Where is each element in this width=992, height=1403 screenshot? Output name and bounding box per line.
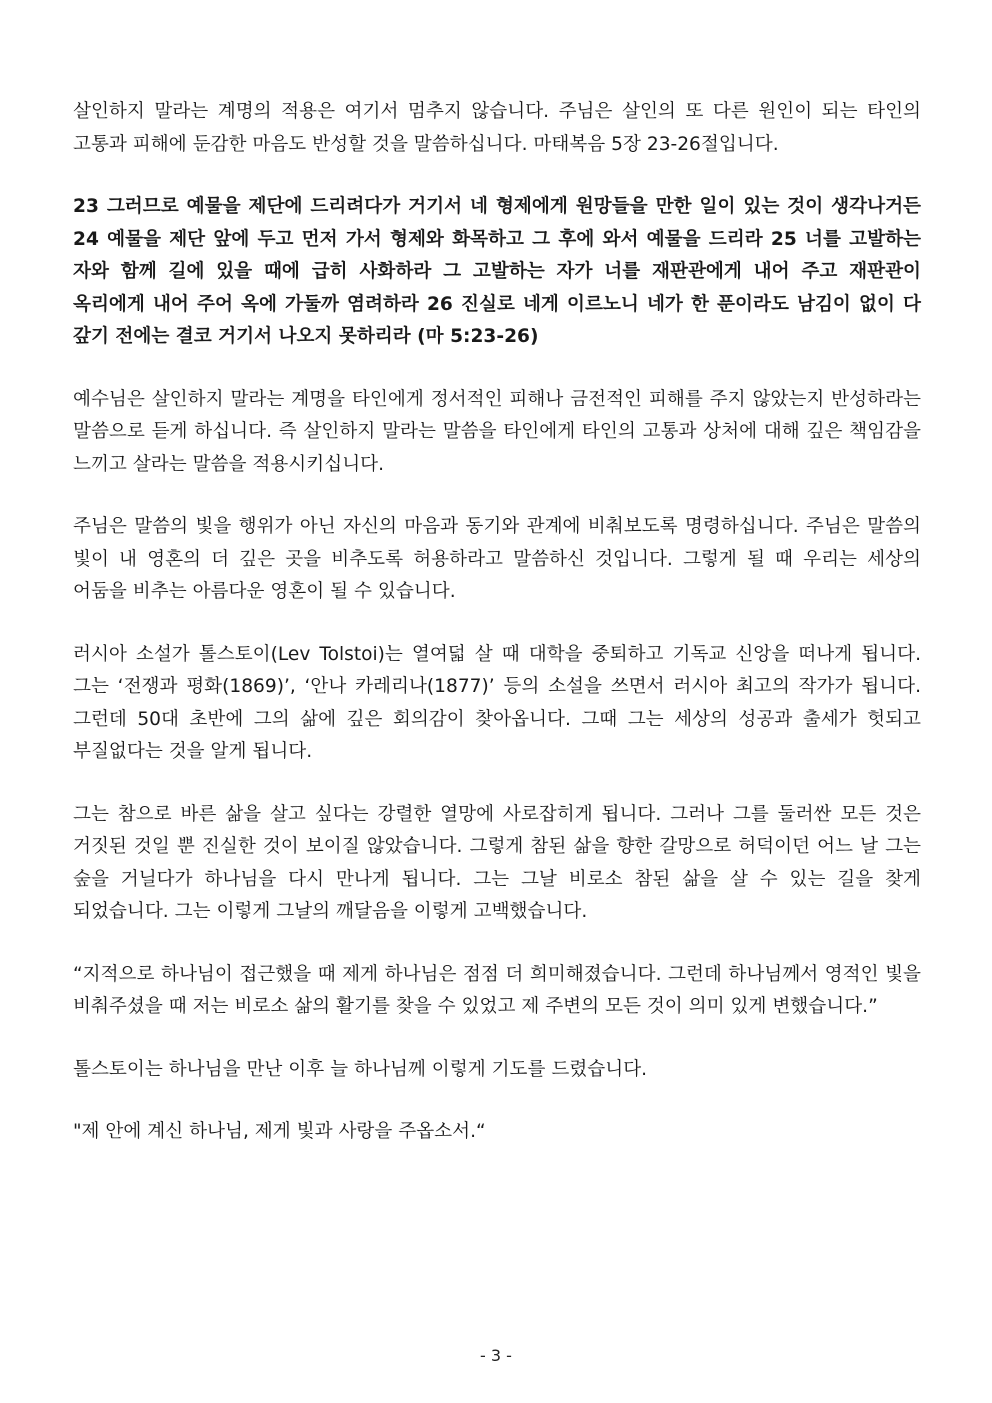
scripture-quote: 23 그러므로 예물을 제단에 드리려다가 거기서 네 형제에게 원망들을 만한 일이 있는 것이 생각나거든 24 예물을 제단 앞에 두고 먼저 가서 형제와 화목하고 그 후에 와서 예물을 드리라 25 너를 고발하는 자와 함께 길에 있을 때에 급히 사화하라 그 고발하는 자가 너를 재판관에게 내어 주고 재판관이 옥리에게 내어 주어 옥에 가둘까 염려하라 26 진실로 네게 이르노니 네가 한 푼이라도 남김이 없이 다 갚기 전에는 결코 거기서 나오지 못하리라 (마 5:23-26) [73,196,921,347]
paragraph-tolstoy-quote: “지적으로 하나님이 접근했을 때 제게 하나님은 점점 더 희미해졌습니다. 그런데 하나님께서 영적인 빛을 비춰주셨을 때 저는 비로소 삶의 활기를 찾을 수 있었고 제 주변의 모든 것이 의미 있게 변했습니다.” [73,963,921,1017]
paragraph-prayer: "제 안에 계신 하나님, 제게 빛과 사랑을 주옵소서.“ [73,1121,486,1142]
paragraph-intro: 살인하지 말라는 계명의 적용은 여기서 멈추지 않습니다. 주님은 살인의 또 다른 원인이 되는 타인의 고통과 피해에 둔감한 마음도 반성할 것을 말씀하십니다. 마태복음 5장 23-26절입니다. [73,101,921,155]
paragraph-commentary: 예수님은 살인하지 말라는 계명을 타인에게 정서적인 피해나 금전적인 피해를 주지 않았는지 반성하라는 말씀으로 듣게 하십니다. 즉 살인하지 말라는 말씀을 타인에게 타인의 고통과 상처에 대해 깊은 책임감을 느끼고 살라는 말씀을 적용시키십니다. [73,388,921,475]
paragraph-tolstoy-bio: 러시아 소설가 톨스토이(Lev Tolstoi)는 열여덟 살 때 대학을 중퇴하고 기독교 신앙을 떠나게 됩니다. 그는 ‘전쟁과 평화(1869)’, ‘안나 카레리나(1877)’ 등의 소설을 쓰면서 러시아 최고의 작가가 됩니다. 그런데 50대 초반에 그의 삶에 깊은 회의감이 찾아옵니다. 그때 그는 세상의 성공과 출세가 헛되고 부질없다는 것을 알게 됩니다. [73,643,921,762]
paragraph-light-of-word: 주님은 말씀의 빛을 행위가 아닌 자신의 마음과 동기와 관계에 비춰보도록 명령하십니다. 주님은 말씀의 빛이 내 영혼의 더 깊은 곳을 비추도록 허용하라고 말씀하신 것입니다. 그렇게 될 때 우리는 세상의 어둠을 비추는 아름다운 영혼이 될 수 있습니다. [73,516,921,602]
document-body [73,96,921,1149]
page-number: - 3 - [480,1346,512,1365]
paragraph-tolstoy-prayer-intro: 톨스토이는 하나님을 만난 이후 늘 하나님께 이렇게 기도를 드렸습니다. [73,1058,648,1080]
paragraph-tolstoy-search: 그는 참으로 바른 삶을 살고 싶다는 강렬한 열망에 사로잡히게 됩니다. 그러나 그를 둘러싼 모든 것은 거짓된 것일 뿐 진실한 것이 보이질 않았습니다. 그렇게 참된 삶을 향한 갈망으로 허덕이던 어느 날 그는 숲을 거닐다가 하나님을 다시 만나게 됩니다. 그는 그날 비로소 참된 삶을 살 수 있는 길을 찾게 되었습니다. 그는 이렇게 그날의 깨달음을 이렇게 고백했습니다. [73,803,921,922]
